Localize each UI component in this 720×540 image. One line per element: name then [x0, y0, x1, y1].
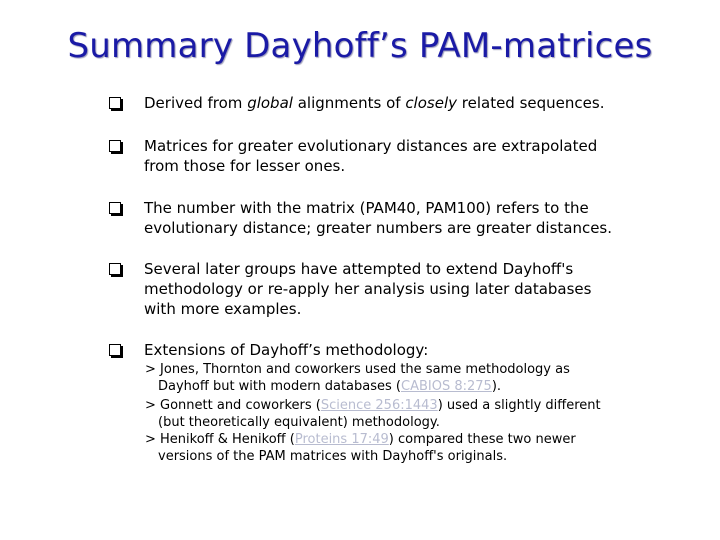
extension-1-text: Dayhoff but with modern databases (	[158, 379, 401, 394]
bullet-5-line: Extensions of Dayhoff’s methodology:	[144, 341, 429, 359]
citation-link-science[interactable]: Science 256:1443	[320, 398, 438, 413]
bullet-3-line: evolutionary distance; greater numbers are greater distances.	[144, 219, 613, 237]
citation-link-cabios[interactable]: CABIOS 8:275	[401, 379, 492, 394]
bullet-checkbox-icon	[109, 344, 121, 356]
bullet-checkbox-icon	[109, 140, 121, 152]
bullet-checkbox-icon	[109, 97, 121, 109]
bullet-1-part: alignments of	[292, 94, 406, 112]
bullet-checkbox-icon	[109, 263, 121, 275]
extension-1-text: ).	[491, 379, 502, 394]
bullet-1-part: related sequences.	[457, 94, 605, 112]
citation-link-proteins[interactable]: Proteins 17:49	[294, 432, 389, 447]
extension-2-line	[145, 397, 601, 414]
extension-3-text: > Henikoff & Henikoff (	[145, 432, 295, 447]
extension-2-text: > Gonnett and coworkers (	[145, 398, 321, 413]
bullet-4-line: with more examples.	[144, 300, 302, 318]
bullet-2-line: Matrices for greater evolutionary distances are extrapolated	[144, 137, 598, 155]
extension-item-3	[145, 431, 576, 465]
extension-2-text: ) used a slightly different	[437, 398, 601, 413]
extension-item-2	[145, 397, 601, 431]
bullet-checkbox-icon	[109, 202, 121, 214]
bullet-text-3	[144, 198, 674, 238]
extension-2-line: (but theoretically equivalent) methodology.	[158, 415, 440, 430]
extension-3-line: versions of the PAM matrices with Dayhoff's originals.	[158, 449, 508, 464]
extension-item-1	[145, 361, 570, 395]
bullet-1-emphasis: global	[247, 94, 293, 112]
bullet-1-emphasis: closely	[405, 94, 457, 112]
bullet-text-5	[144, 340, 674, 360]
extension-1-line	[145, 378, 570, 395]
bullet-text-4	[144, 259, 674, 319]
slide-title: Summary Dayhoff’s PAM-matrices	[67, 26, 653, 66]
bullet-text-1	[144, 93, 674, 113]
bullet-2-line: from those for lesser ones.	[144, 157, 346, 175]
bullet-1-part: Derived from	[144, 94, 248, 112]
bullet-4-line: methodology or re-apply her analysis using later databases	[144, 280, 592, 298]
bullet-text-2	[144, 136, 674, 176]
bullet-3-line: The number with the matrix (PAM40, PAM100) refers to the	[144, 199, 589, 217]
bullet-4-line: Several later groups have attempted to extend Dayhoff's	[144, 260, 574, 278]
extension-1-line: > Jones, Thornton and coworkers used the same methodology as	[145, 362, 570, 377]
extension-3-line	[145, 431, 576, 448]
extension-3-text: ) compared these two newer	[388, 432, 576, 447]
